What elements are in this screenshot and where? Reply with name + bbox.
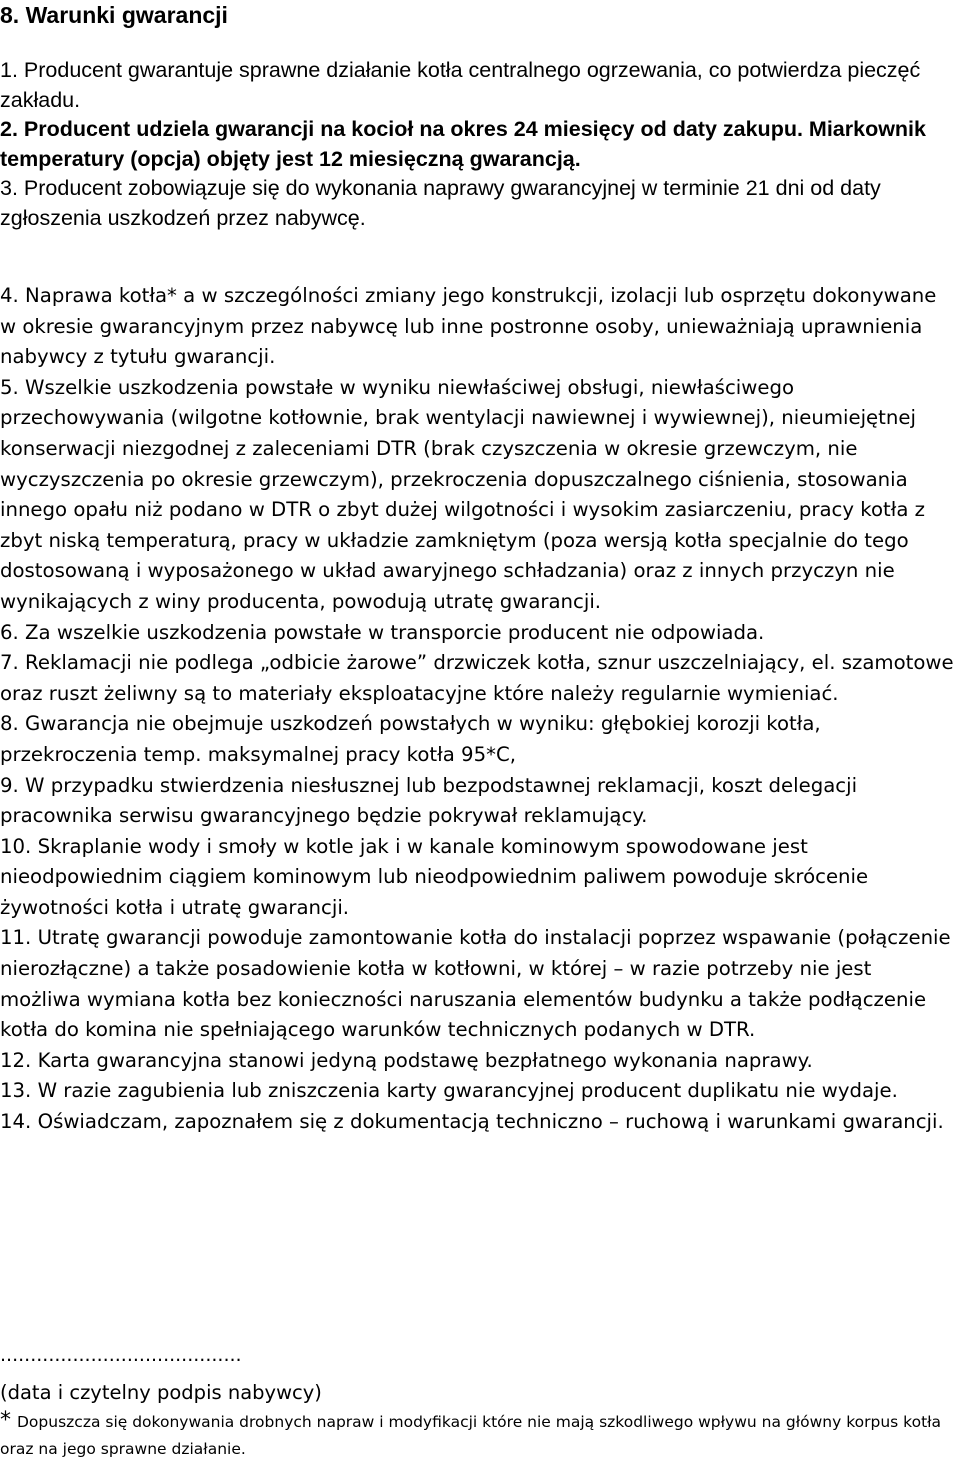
- section-heading: 8. Warunki gwarancji: [0, 2, 228, 28]
- footnote-mark: *: [0, 1408, 11, 1433]
- signature-caption: (data i czytelny podpis nabywcy): [0, 1381, 322, 1404]
- warranty-item-11: 11. Utratę gwarancji powoduje zamontowanie kotła do instalacji poprzez wspawanie (połączenie nierozłączne) a także posadowienie kotła w kotłowni, w której – w razie potrzeby nie jest możliwa wymiana kotła bez konieczności naruszania elementów budynku a także podłączenie kotła do komina nie spełniającego warunków technicznych podanych w DTR.: [0, 926, 951, 1042]
- warranty-item-8: 8. Gwarancja nie obejmuje uszkodzeń powstałych w wyniku: głębokiej korozji kotła, przekroczenia temp. maksymalnej pracy kotła 95*C,: [0, 712, 821, 766]
- warranty-item-13: 13. W razie zagubienia lub zniszczenia karty gwarancyjnej producent duplikatu nie wydaje.: [0, 1079, 898, 1103]
- warranty-item-12: 12. Karta gwarancyjna stanowi jedyną podstawę bezpłatnego wykonania naprawy.: [0, 1048, 813, 1072]
- warranty-item-4: 4. Naprawa kotła* a w szczególności zmiany jego konstrukcji, izolacji lub osprzętu dokonywane w okresie gwarancyjnym przez nabywcę lub inne postronne osoby, unieważniają uprawnienia nabywcy z tytułu gwarancji.: [0, 284, 937, 369]
- footnote-text: Dopuszcza się dokonywania drobnych napraw i modyfikacji które nie mają szkodliwego wpływu na główny korpus kotła oraz na jego sprawne działanie.: [0, 1413, 942, 1458]
- warranty-item-7: 7. Reklamacji nie podlega „odbicie żarowe” drzwiczek kotła, sznur uszczelniający, el. szamotowe oraz ruszt żeliwny są to materiały eksploatacyjne które należy regularnie wymieniać.: [0, 651, 954, 705]
- warranty-item-10: 10. Skraplanie wody i smoły w kotle jak i w kanale kominowym spowodowane jest nieodpowiednim ciągiem kominowym lub nieodpowiednim paliwem powoduje skrócenie żywotności kotła i utratę gwarancji.: [0, 834, 869, 919]
- warranty-item-2: 2. Producent udziela gwarancji na kocioł na okres 24 miesięcy od daty zakupu. Miarkownik temperatury (opcja) objęty jest 12 miesięczną gwarancją.: [0, 117, 926, 171]
- footnote: [0, 1409, 958, 1463]
- warranty-item-9: 9. W przypadku stwierdzenia niesłusznej lub bezpodstawnej reklamacji, koszt delegacji pracownika serwisu gwarancyjnego będzie pokrywał reklamujący.: [0, 773, 858, 828]
- signature-line: ........................................: [0, 1344, 242, 1366]
- warranty-item-3: 3. Producent zobowiązuje się do wykonania naprawy gwarancyjnej w terminie 21 dni od daty zgłoszenia uszkodzeń przez nabywcę.: [0, 176, 881, 230]
- warranty-item-1: 1. Producent gwarantuje sprawne działanie kotła centralnego ogrzewania, co potwierdza pieczęć zakładu.: [0, 58, 921, 112]
- warranty-item-5: 5. Wszelkie uszkodzenia powstałe w wyniku niewłaściwej obsługi, niewłaściwego przechowywania (wilgotne kotłownie, brak wentylacji nawiewnej i wywiewnej), nieumiejętnej konserwacji niezgodnej z zaleceniami DTR (brak czyszczenia w okresie grzewczym, nie wyczyszczenia po okresie grzewczym), przekroczenia dopuszczalnego ciśnienia, stosowania innego opału niż podano w DTR o zbyt dużej wilgotności i wysokim zasiarczeniu, pracy kotła z zbyt niską temperaturą, pracy w układzie zamkniętym (poza wersją kotła specjalnie do tego dostosowaną i wyposażonego w układ awaryjnego schładzania) oraz z innych przyczyn nie wynikających z winy producenta, powodują utratę gwarancji.: [0, 375, 925, 613]
- warranty-items-body: [0, 281, 958, 1138]
- warranty-item-14: 14. Oświadczam, zapoznałem się z dokumentacją techniczno – ruchową i warunkami gwarancji.: [0, 1110, 944, 1134]
- warranty-items-top: [0, 56, 958, 233]
- warranty-item-6: 6. Za wszelkie uszkodzenia powstałe w transporcie producent nie odpowiada.: [0, 620, 765, 644]
